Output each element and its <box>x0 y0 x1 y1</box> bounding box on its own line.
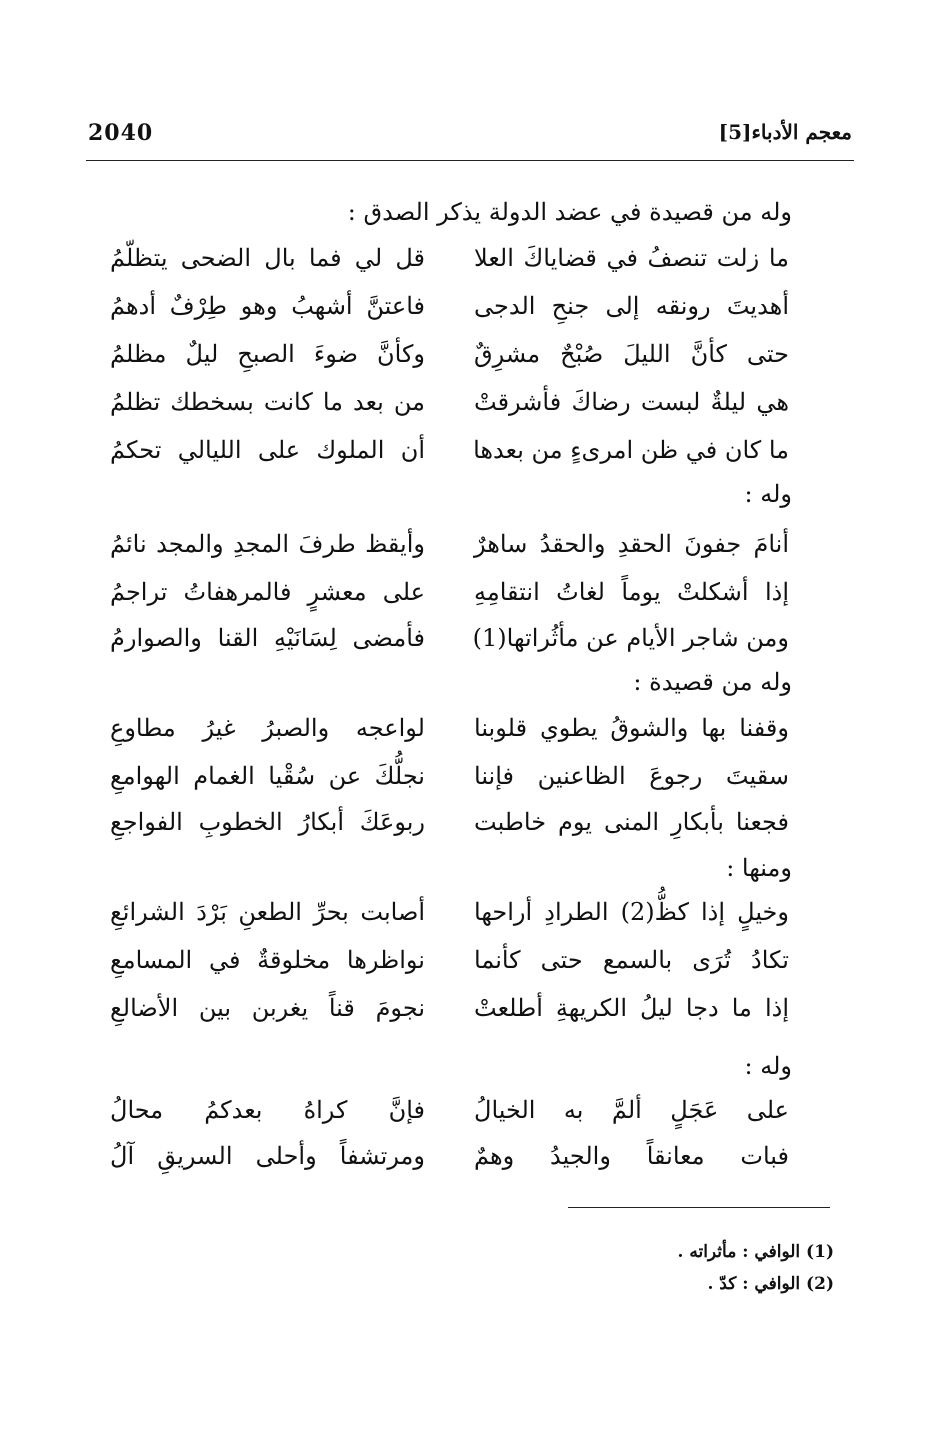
verse-line <box>110 714 789 754</box>
section-heading: وله : <box>744 1052 792 1080</box>
verse-first-hemistich: أهديتَ رونقه إلى جنحِ الدجى <box>474 292 789 320</box>
header-rule <box>86 160 854 161</box>
verse-line <box>110 436 789 476</box>
verse-first-hemistich: سقيتَ رجوعَ الظاعنين فإننا <box>474 762 789 790</box>
verse-first-hemistich: هي ليلةٌ لبست رضاكَ فأشرقتْ <box>474 388 789 416</box>
footnote-2: (2) الوافي : كدّ . <box>707 1274 834 1294</box>
verse-first-hemistich: فجعنا بأبكارِ المنى يوم خاطبت <box>474 808 789 836</box>
verse-line <box>110 994 789 1034</box>
verse-second-hemistich: أن الملوك على الليالي تحكمُ <box>110 436 425 464</box>
verse-line <box>110 388 789 428</box>
verse-line <box>110 340 789 380</box>
verse-first-hemistich: حتى كأنَّ الليلَ صُبْحٌ مشرِقٌ <box>474 340 789 368</box>
verse-first-hemistich: وقفنا بها والشوقُ يطوي قلوبنا <box>474 714 789 742</box>
verse-second-hemistich: وكأنَّ ضوءَ الصبحِ ليلٌ مظلمُ <box>110 340 425 368</box>
verse-line <box>110 1142 789 1182</box>
verse-first-hemistich: أنامَ جفونَ الحقدِ والحقدُ ساهرٌ <box>474 530 789 558</box>
verse-second-hemistich: على معشرٍ فالمرهفاتُ تراجمُ <box>110 578 425 606</box>
verse-second-hemistich: وأيقظ طرفَ المجدِ والمجد نائمُ <box>110 530 425 558</box>
verse-line <box>110 244 789 284</box>
verse-line <box>110 292 789 332</box>
verse-second-hemistich: قل لي فما بال الضحى يتظلّمُ <box>110 244 425 272</box>
intro-prose: وله من قصيدة في عضد الدولة يذكر الصدق : <box>347 198 792 226</box>
verse-line <box>110 808 789 848</box>
verse-first-hemistich: ما زلت تنصفُ في قضاياكَ العلا <box>474 244 789 272</box>
verse-line <box>110 898 789 938</box>
verse-second-hemistich: فاعتنَّ أشهبُ وهو طِرْفٌ أدهمُ <box>110 292 425 320</box>
verse-line <box>110 946 789 986</box>
verse-second-hemistich: فإنَّ كراهُ بعدكمُ محالُ <box>110 1096 425 1124</box>
section-heading: وله : <box>744 480 792 508</box>
verse-second-hemistich: ومرتشفاً وأحلى السريقِ آلُ <box>110 1142 425 1170</box>
verse-first-hemistich: فبات معانقاً والجيدُ وهمٌ <box>474 1142 789 1170</box>
verse-second-hemistich: نواظرها مخلوقةٌ في المسامعِ <box>110 946 425 974</box>
verse-line <box>110 530 789 570</box>
verse-second-hemistich: نجلُّكَ عن سُقْيا الغمام الهوامعِ <box>110 762 425 790</box>
verse-first-hemistich: تكادُ تُرَى بالسمع حتى كأنما <box>474 946 789 974</box>
verse-second-hemistich: ربوعَكَ أبكارُ الخطوبِ الفواجعِ <box>110 808 425 836</box>
verse-second-hemistich: نجومَ قناً يغربن بين الأضالعِ <box>110 994 425 1022</box>
verse-second-hemistich: أصابت بحرِّ الطعنِ بَرْدَ الشرائعِ <box>110 898 425 926</box>
verse-line <box>110 578 789 618</box>
footnote-rule <box>568 1207 830 1208</box>
verse-second-hemistich: لواعجه والصبرُ غيرُ مطاوعِ <box>110 714 425 742</box>
verse-line <box>110 624 789 664</box>
verse-second-hemistich: من بعد ما كانت بسخطك تظلمُ <box>110 388 425 416</box>
verse-first-hemistich: ما كان في ظن امرىءٍ من بعدها <box>473 436 789 464</box>
verse-first-hemistich: إذا أشكلتْ يوماً لغاتُ انتقامِهِ <box>474 578 789 606</box>
verse-line <box>110 762 789 802</box>
verse-first-hemistich: وخيلٍ إذا كظُّ(2) الطرادِ أراحها <box>474 898 789 926</box>
section-heading: ومنها : <box>726 854 792 882</box>
section-heading: وله من قصيدة : <box>633 668 792 696</box>
verse-first-hemistich: على عَجَلٍ ألمَّ به الخيالُ <box>474 1096 789 1124</box>
page-number: 2040 <box>88 120 154 146</box>
verse-first-hemistich: إذا ما دجا ليلُ الكريهةِ أطلعتْ <box>474 994 789 1022</box>
verse-line <box>110 1096 789 1136</box>
verse-second-hemistich: فأمضى لِسَانَيْهِ القنا والصوارمُ <box>110 624 425 652</box>
verse-first-hemistich: ومن شاجر الأيام عن مأثُراتها(1) <box>472 624 789 652</box>
footnote-1: (1) الوافي : مأثراته . <box>677 1242 834 1262</box>
running-head: معجم الأدباء[5] <box>718 120 852 144</box>
